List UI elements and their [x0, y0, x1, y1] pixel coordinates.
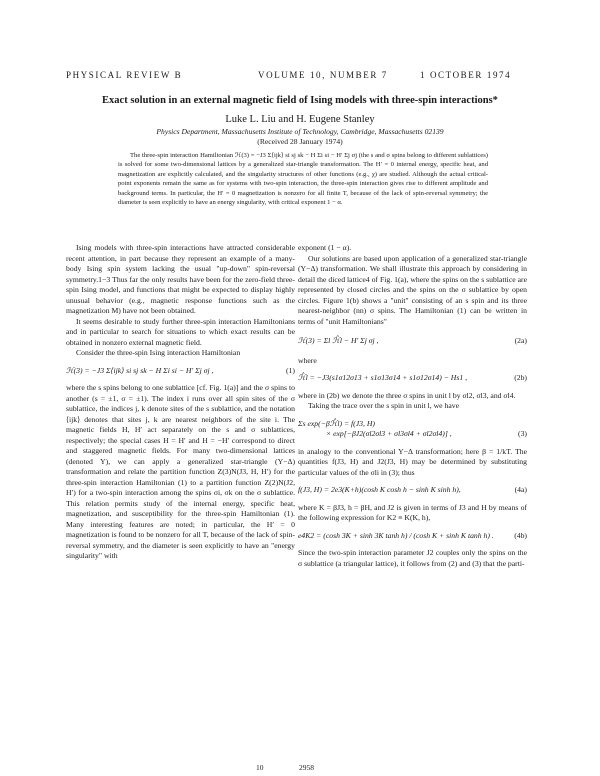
paragraph: where	[298, 355, 317, 365]
equation-2a	[298, 336, 527, 347]
paragraph: Since the two-spin interaction parameter J2 couples only the spins on the σ sublattice (a triangular lattice), it follows from (2) and (3) that the parti-	[298, 548, 527, 568]
paragraph: where in (2b) we denote the three σ spins in unit l by σl2, σl3, and σl4.	[298, 390, 516, 400]
equation-body: e4K2 = (cosh 3K + sinh 3K tanh h) / (cosh K + sinh K tanh h) .	[298, 530, 494, 540]
equation-2b	[298, 373, 527, 384]
paragraph: Our solutions are based upon application of a generalized star-triangle (Y−Δ) transformation. We shall illustrate this approach by considering in detail the diced lattice4 of Fig. 1(a), where the spins on the s sublattice are represented by closed circles and the spins on the σ sublattice by open circles. Figure 1(b) shows a "unit" consisting of an s spin and its three nearest-neighbor (nn) σ spins. The Hamiltonian (1) can be written in terms of "unit Hamiltonians"	[298, 253, 527, 326]
issue-date: 1 OCTOBER 1974	[420, 70, 512, 80]
equation-number: (4b)	[514, 530, 527, 540]
equation-body: ℋ(3) = Σl ℋ̂l − H′ Σj σj ,	[298, 336, 379, 345]
affiliation: Physics Department, Massachusetts Institute of Technology, Cambridge, Massachusetts 02139	[156, 127, 444, 136]
equation-body: ℋ(3) = −J3 Σ⟨ijk⟩ si sj sk − H Σi si − H′ Σj σj ,	[66, 365, 214, 375]
paper-title: Exact solution in an external magnetic field of Ising models with three-spin interactions*	[102, 95, 498, 106]
paragraph: where the s spins belong to one sublattice [cf. Fig. 1(a)] and the σ spins to another (s = ±1, σ = ±1). The index i runs over all spin sites of the σ sublattice, the indices j, k denote sites of the s sublattice, and the notation ⟨ijk⟩ denotes that sites j, k are nearest neighbors of the site i. The magnetic fields H, H′ act separately on the s and σ sublattices, respectively; the special cases H = H′ and H = −H′ correspond to direct and staggered magnetic fields. For many two-dimensional lattices (denoted Y), we can apply a generalized star-triangle (Y−Δ) transformation and relate the partition function Z(3)N(J3, H, H′) for the three-spin interaction Hamiltonian (1) to a partition function Z(2)N(J2, H′) for a two-spin interaction among the spins σi, σk on the σ sublattice. This relation permits study of the internal energy, specific heat, magnetization, and susceptibility for the three-spin Hamiltonian (1). Many interesting features are noted; in particular, the H′ = 0 magnetization is found to be nonzero for all T, because of the lack of spin-reversal symmetry, and the diameter is seen explicitly to have an "energy singularity" with	[66, 383, 295, 560]
equation-line	[298, 429, 527, 440]
equation-4a	[298, 485, 527, 496]
equation-line: Σs exp(−βℋ̂l) = f(J3, H)	[298, 418, 375, 428]
authors: Luke L. Liu and H. Eugene Stanley	[225, 114, 375, 125]
paragraph: Ising models with three-spin interactions have attracted considerable recent attention, in part because they represent an example of a many-body Ising spin system lacking the usual "up-down" spin-reversal symmetry.1−3 Thus far the only results have been for the zero-field three-spin Ising model, and functions that might be expected to display highly unusual behavior (e.g., magnetic response functions such as the magnetization M) have not been obtained.	[66, 243, 295, 315]
equation-3	[298, 419, 527, 440]
page-number: 2958	[299, 763, 314, 772]
equation-number: (4a)	[514, 485, 527, 494]
left-column	[66, 243, 295, 562]
equation-number: (2b)	[514, 373, 527, 382]
abstract: The three-spin interaction Hamiltonian ℋ(3) = −J3 Σ⟨ijk⟩ si sj sk − H Σi si − H′ Σj σj (the s and σ spins belong to different sublattices) is solved for some two-dimensional lattices by a generalized star-triangle transformation. The H′ = 0 internal energy, specific heat, and magnetization are explicitly calculated, and the singularity structures of other functions (e.g., χ) are studied. Although the actual critical-point exponents remain the same as for systems with two-spin interaction, the three-spin interaction gives rise to different amplitude and background terms. In particular, the H′ = 0 magnetization is nonzero for all finite T, because of the lack of spin-reversal symmetry; the diameter is seen explicitly to have an energy singularity, with critical exponent 1 − α.	[118, 152, 488, 207]
journal-name: PHYSICAL REVIEW B	[66, 70, 183, 80]
equation-body: ℋ̂l = −J3(s1σ12σ13 + s1σ13σ14 + s1σ12σ14) − Hs1 ,	[298, 373, 468, 382]
footer-volume: 10	[256, 763, 264, 772]
equation-body: × exp[−βJ2(σl2σl3 + σl3σl4 + σl2σl4)] ,	[326, 429, 452, 438]
equation-number: (2a)	[514, 336, 527, 345]
paragraph: It seems desirable to study further three-spin interaction Hamiltonians and in particular to search for situations to which exact results can be obtained in nonzero external magnetic field.	[66, 316, 295, 347]
volume-number: VOLUME 10, NUMBER 7	[258, 70, 388, 80]
paragraph: in analogy to the conventional Y−Δ transformation; here β = 1/kT. The quantities f(J3, H) and J2(J3, H) may be determined by substituting particular values of the σli in (3); thus	[298, 446, 527, 477]
paragraph: exponent (1 − α).	[298, 243, 352, 252]
paragraph: where K = βJ3, h = βH, and J2 is given in terms of J3 and H by means of the following expression for K2 ≡ K(K, h),	[298, 502, 527, 522]
equation-number: (3)	[518, 429, 527, 438]
paragraph: Taking the trace over the s spin in unit l, we have	[308, 401, 460, 410]
equation-1	[66, 366, 295, 377]
equation-body: f(J3, H) = 2e3(K+h)(cosh K cosh h − sinh K sinh h),	[298, 485, 461, 494]
received-date: (Received 28 January 1974)	[257, 137, 343, 146]
equation-4b	[298, 531, 527, 542]
right-column	[298, 243, 527, 569]
paragraph: Consider the three-spin Ising interaction Hamiltonian	[76, 348, 241, 357]
equation-number: (1)	[286, 365, 295, 375]
